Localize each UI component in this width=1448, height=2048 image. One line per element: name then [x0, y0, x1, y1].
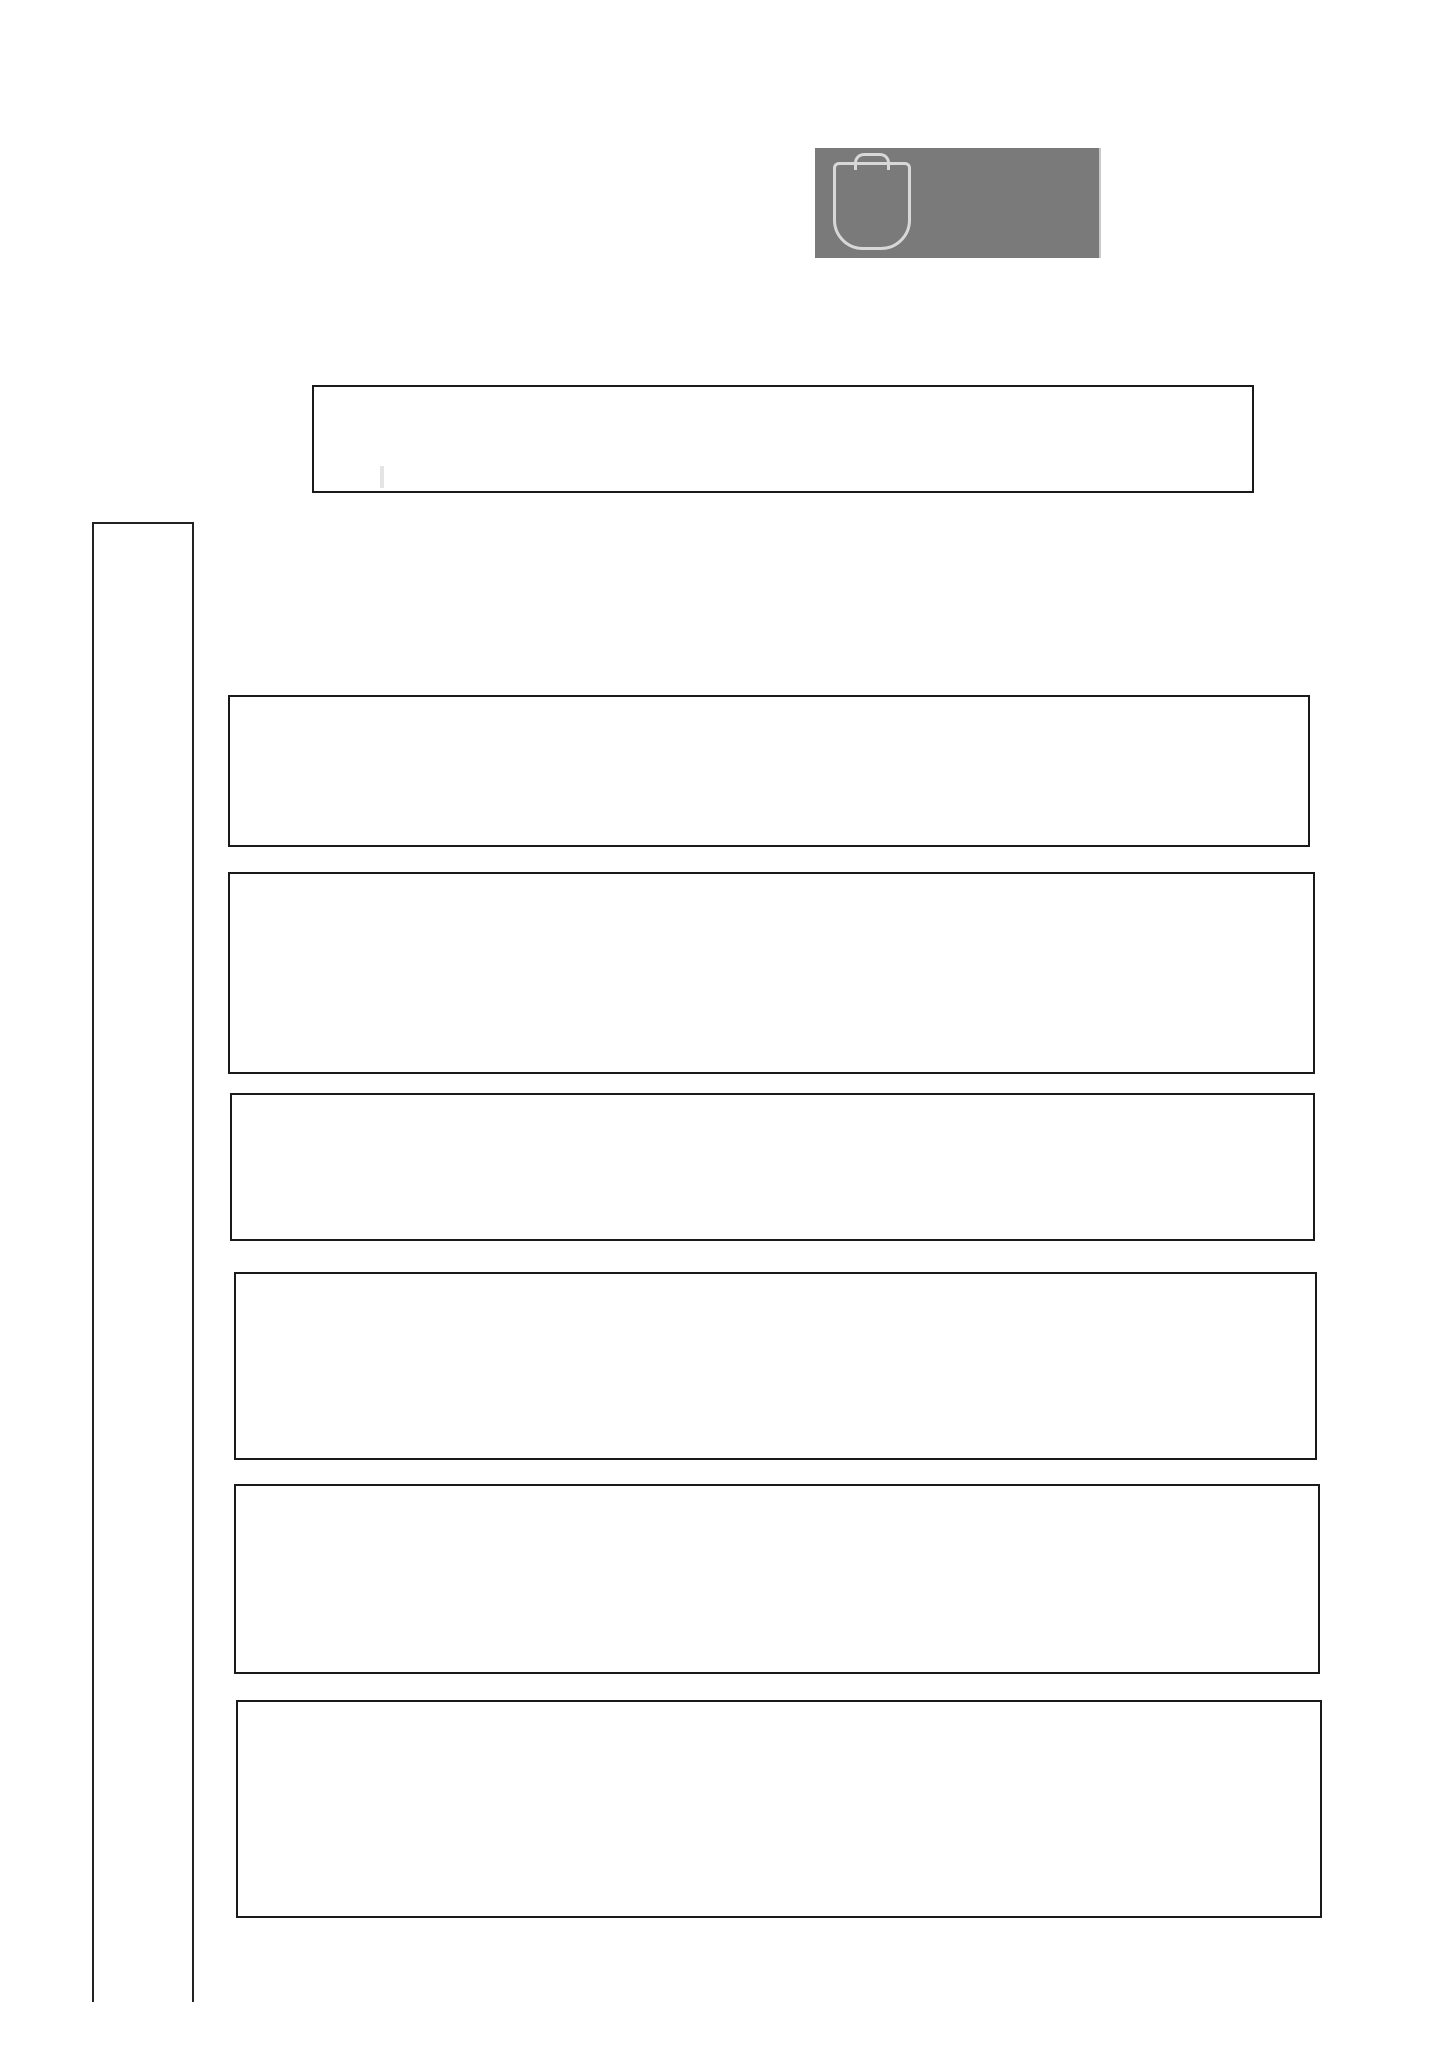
course-row	[250, 707, 1296, 739]
coat-of-arms-icon	[833, 162, 911, 250]
course-row	[252, 1137, 1301, 1169]
course-row	[256, 1316, 1303, 1348]
course-row	[250, 770, 1296, 802]
course-row	[256, 1347, 1303, 1379]
course-box	[228, 695, 1310, 847]
sidebar-right-border	[192, 522, 194, 2002]
course-box	[230, 1093, 1315, 1241]
course-row	[252, 1168, 1301, 1200]
course-row	[252, 1105, 1301, 1137]
course-row	[250, 947, 1301, 979]
ministry-logo	[815, 148, 1220, 258]
course-box	[236, 1700, 1322, 1918]
course-box	[234, 1272, 1317, 1460]
title-box	[312, 385, 1254, 493]
course-row	[256, 1496, 1306, 1528]
course-row	[256, 1284, 1303, 1316]
course-row	[258, 1744, 1308, 1776]
sidebar-top-border	[92, 522, 194, 524]
course-row	[256, 1559, 1306, 1591]
course-row	[258, 1775, 1308, 1807]
course-row	[250, 884, 1301, 916]
ministry-logo-panel	[815, 148, 1099, 258]
subtitle-rest	[380, 466, 384, 488]
course-row	[250, 739, 1296, 771]
sepe-logo-panel	[1099, 148, 1220, 258]
course-box	[234, 1484, 1320, 1674]
course-row	[258, 1712, 1308, 1744]
page-subtitle	[380, 465, 384, 489]
course-row	[250, 916, 1301, 948]
sidebar-vertical-text	[94, 575, 192, 1975]
course-box	[228, 872, 1315, 1074]
course-row	[256, 1528, 1306, 1560]
